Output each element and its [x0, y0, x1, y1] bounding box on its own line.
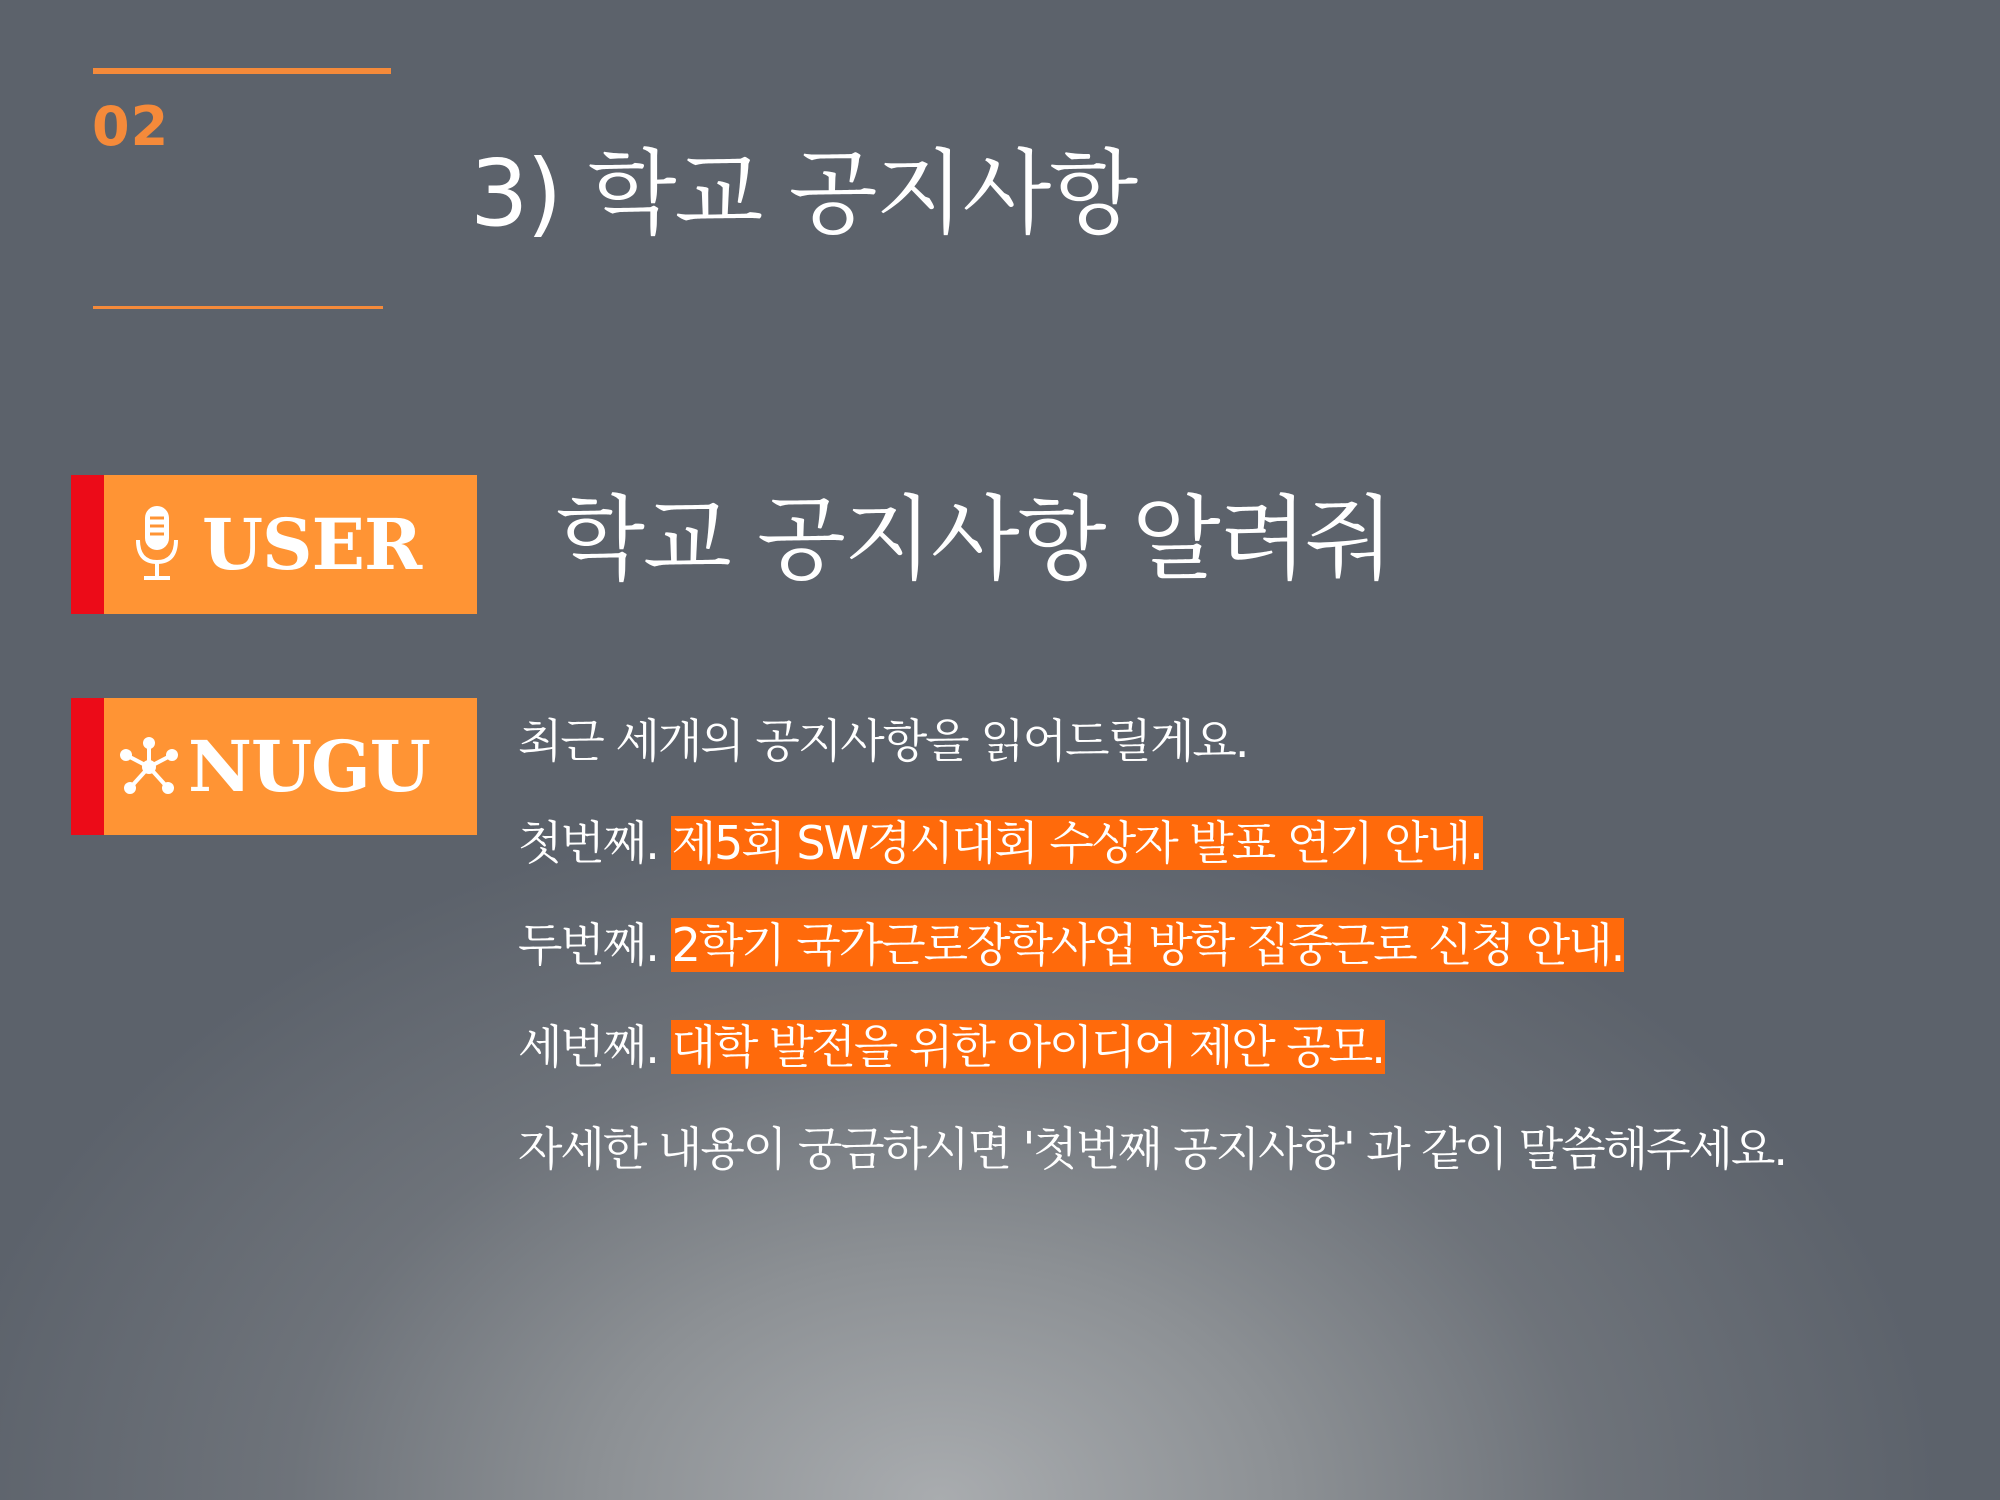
reply-outro — [518, 1124, 1786, 1226]
notice-title-highlight: 대학 발전을 위한 아이디어 제안 공모. — [671, 1020, 1384, 1074]
reply-outro-text: 자세한 내용이 궁금하시면 '첫번째 공지사항' 과 같이 말씀해주세요. — [518, 1122, 1787, 1176]
notice-ordinal: 첫번째. — [518, 816, 658, 870]
notice-item — [518, 818, 1786, 920]
user-utterance: 학교 공지사항 알려줘 — [556, 486, 1393, 593]
nugu-tag — [71, 698, 477, 835]
notice-title-highlight: 2학기 국가근로장학사업 방학 집중근로 신청 안내. — [671, 918, 1624, 972]
nugu-tag-accent-bar — [71, 698, 104, 835]
user-tag-label: USER — [202, 502, 422, 586]
network-node-icon — [110, 734, 188, 800]
notice-ordinal: 세번째. — [518, 1020, 658, 1074]
reply-intro-text: 최근 세개의 공지사항을 읽어드릴게요. — [518, 714, 1248, 768]
notice-ordinal: 두번째. — [518, 918, 658, 972]
notice-item — [518, 1022, 1786, 1124]
nugu-tag-label: NUGU — [188, 724, 430, 808]
user-tag — [71, 475, 477, 614]
page-title: 3) 학교 공지사항 — [470, 140, 1137, 247]
notice-title-highlight: 제5회 SW경시대회 수상자 발표 연기 안내. — [671, 816, 1482, 870]
reply-intro — [518, 716, 1786, 818]
section-bottom-rule — [93, 306, 383, 309]
nugu-reply — [518, 716, 1786, 1226]
user-tag-accent-bar — [71, 475, 104, 614]
section-number: 02 — [92, 95, 170, 158]
microphone-icon — [112, 504, 202, 586]
notice-item — [518, 920, 1786, 1022]
section-top-rule — [93, 68, 391, 74]
